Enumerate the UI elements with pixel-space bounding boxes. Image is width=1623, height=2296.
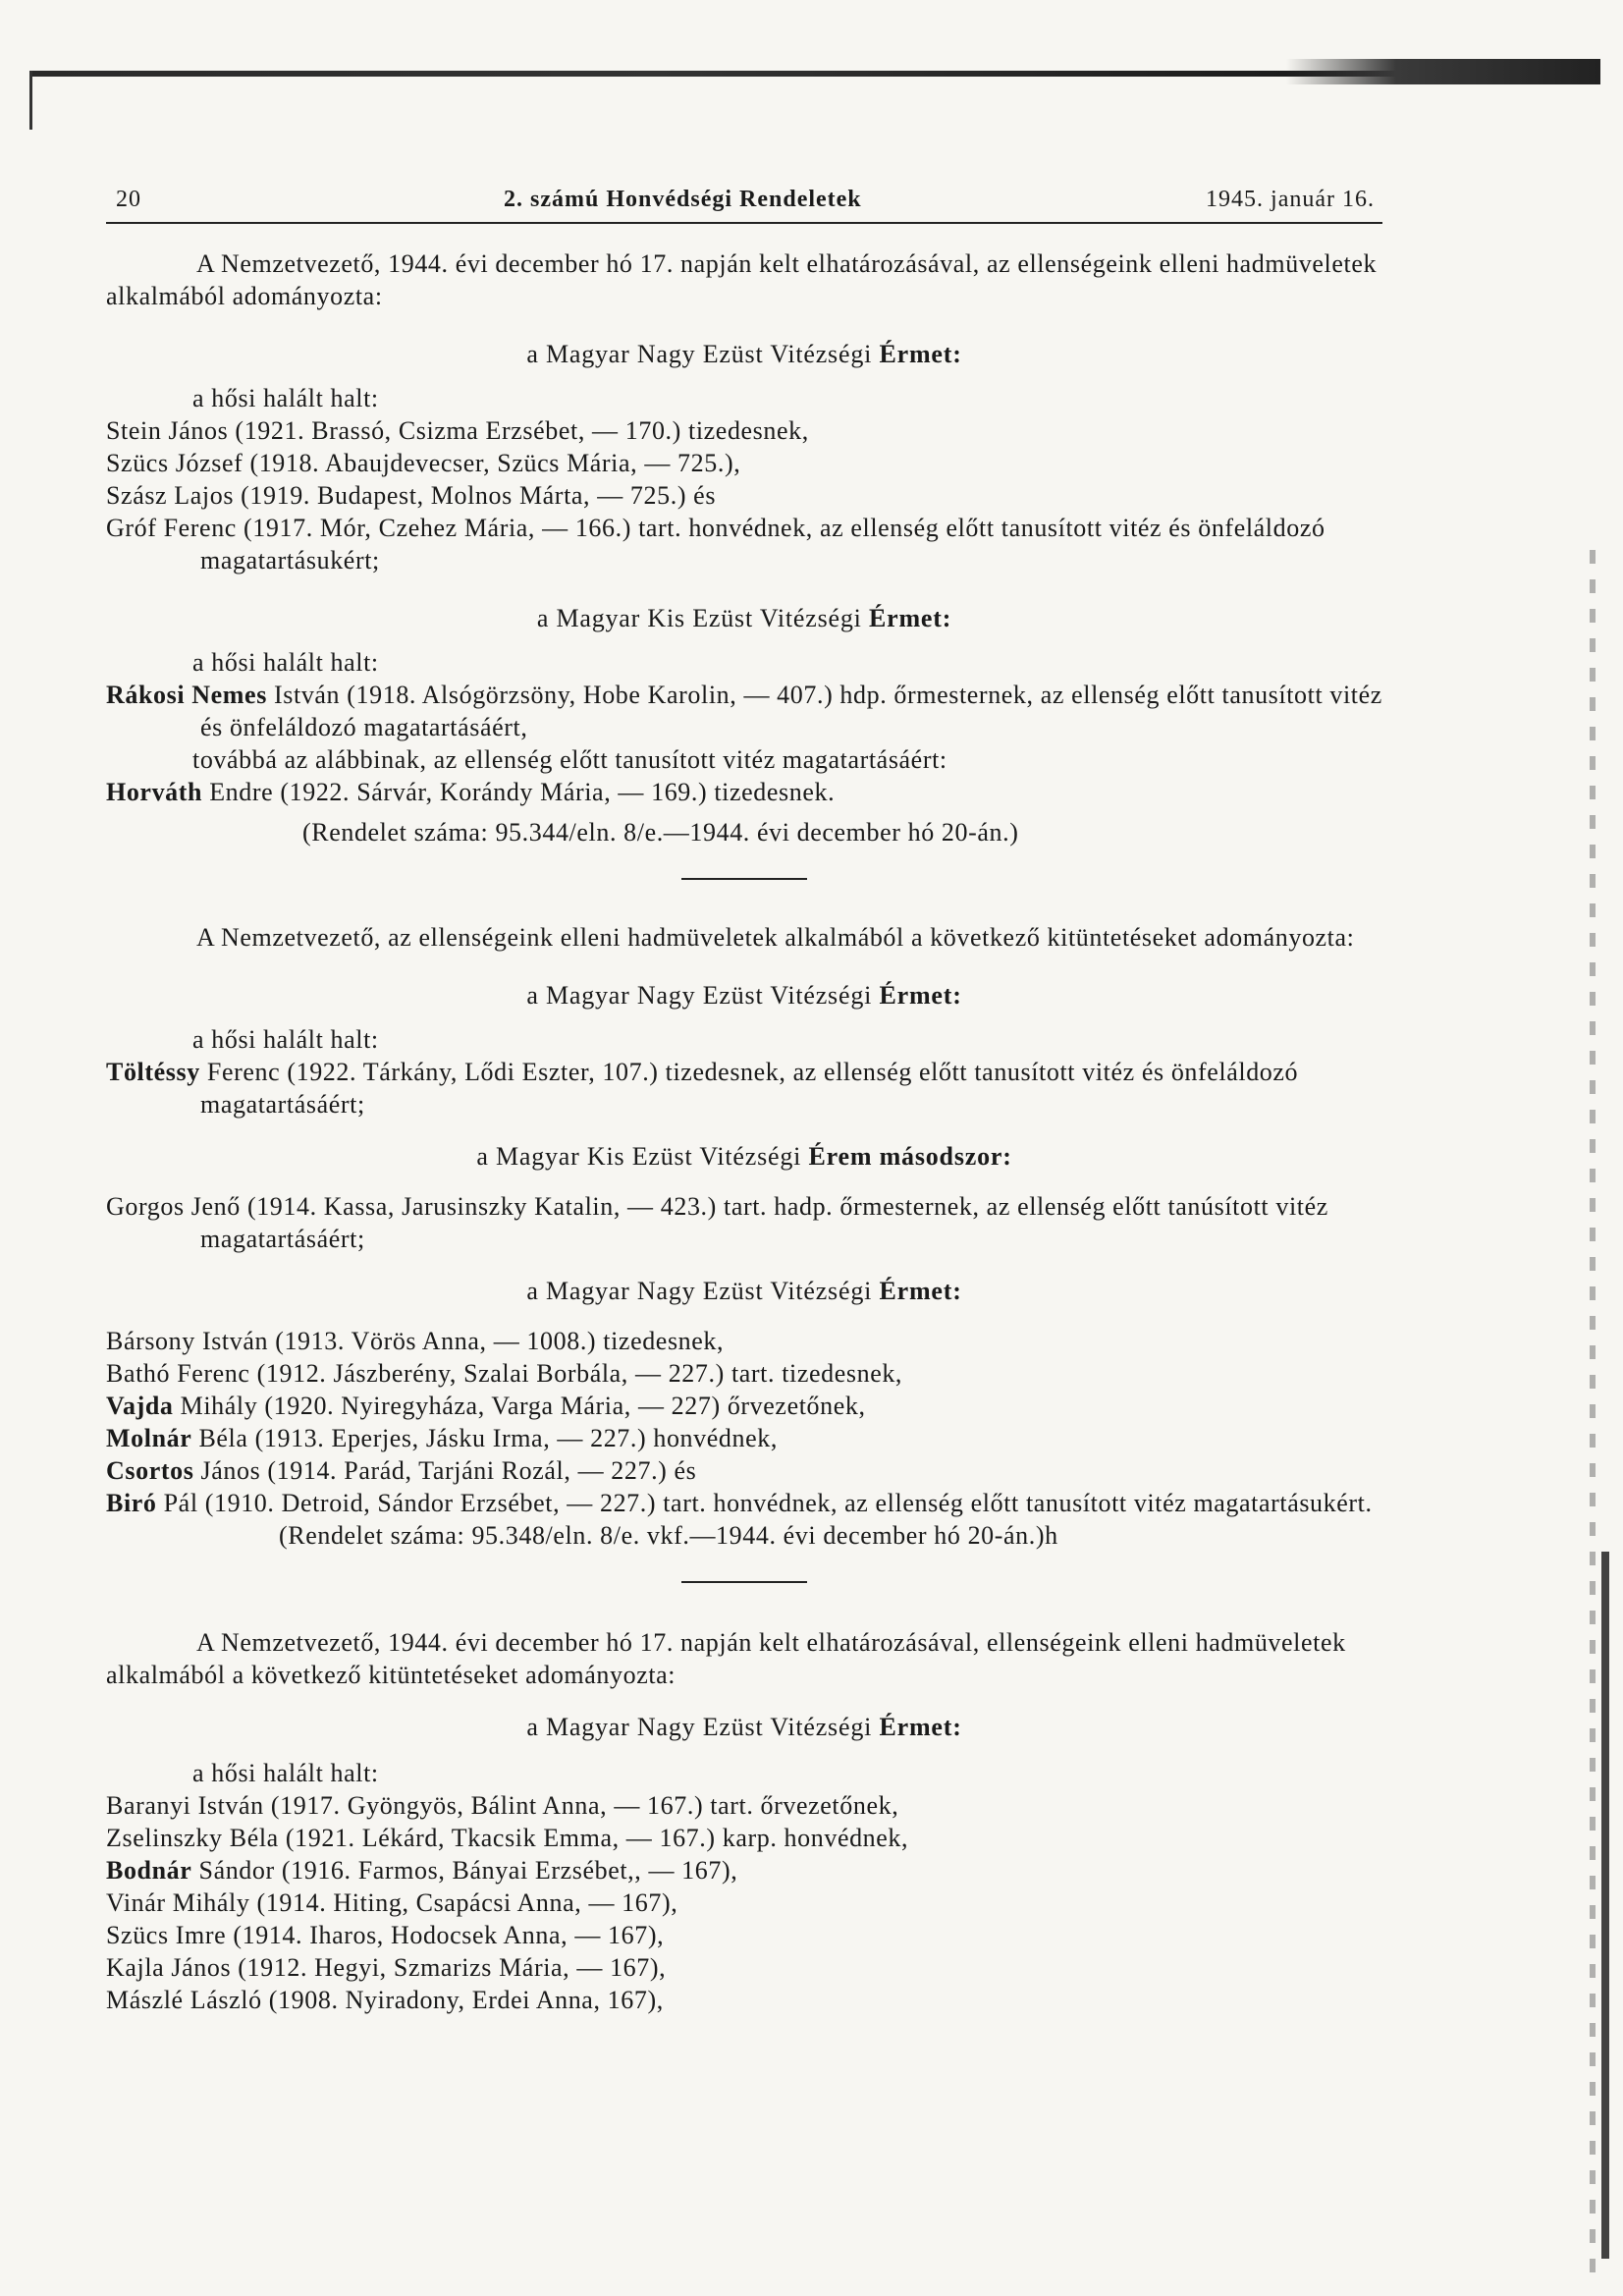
publication-title: 2. számú Honvédségi Rendeletek — [504, 187, 862, 212]
decree-number: (Rendelet száma: 95.348/eln. 8/e. vkf.—1944. évi december hó 20-án.)h — [279, 1521, 1058, 1550]
award-entry — [106, 1919, 1382, 1951]
page-number: 20 — [116, 187, 141, 212]
entry-name: Bathó — [106, 1359, 171, 1388]
entry-name: Szász — [106, 481, 168, 510]
scan-border-artifact — [29, 57, 1600, 86]
entry-detail: Béla (1913. Eperjes, Jásku Irma, — 227.) honvédnek, — [191, 1424, 778, 1452]
scan-margin-shadow — [1601, 1552, 1609, 2259]
entry-name: Baranyi — [106, 1791, 191, 1820]
section-intro: A Nemzetvezető, az ellenségeink elleni hadmüveletek alkalmából a következő kitüntetéseket adományozta: — [196, 923, 1355, 952]
award-entry — [106, 512, 1382, 576]
running-header — [106, 185, 1382, 224]
entry-name: Stein — [106, 416, 162, 445]
entry-name: Biró — [106, 1489, 157, 1517]
entry-detail: Mihály (1920. Nyiregyháza, Varga Mária, — 227) őrvezetőnek, — [173, 1392, 866, 1420]
section-divider — [681, 878, 807, 880]
medal-heading — [106, 1711, 1382, 1743]
entry-detail: Mihály (1914. Hiting, Csapácsi Anna, — 167), — [165, 1888, 678, 1917]
medal-title: a Magyar Nagy Ezüst Vitézségi — [526, 981, 873, 1010]
entry-detail: Ferenc (1922. Tárkány, Lődi Eszter, 107.) tizedesnek, az ellenség előtt tanusított vitéz és önfeláldozó magatartásáért; — [199, 1058, 1299, 1119]
medal-heading — [106, 602, 1382, 634]
fallen-label: a hősi halált halt: — [192, 1759, 379, 1787]
medal-title: a Magyar Nagy Ezüst Vitézségi — [526, 1713, 873, 1741]
entry-detail: Béla (1921. Lékárd, Tkacsik Emma, — 167.) karp. honvédnek, — [222, 1824, 909, 1852]
medal-title: a Magyar Kis Ezüst Vitézségi — [476, 1142, 802, 1171]
award-entry — [106, 1886, 1382, 1919]
entry-name: Vajda — [106, 1392, 174, 1420]
decree-number: (Rendelet száma: 95.344/eln. 8/e.—1944. évi december hó 20-án.) — [302, 818, 1019, 847]
entry-name: Töltéssy — [106, 1058, 200, 1086]
scan-edge — [29, 71, 32, 130]
medal-title: a Magyar Kis Ezüst Vitézségi — [536, 604, 862, 632]
entry-detail: József (1918. Abaujdevecser, Szücs Mária, — 725.), — [168, 449, 741, 477]
scan-shadow — [1286, 59, 1600, 84]
entry-detail: János (1921. Brassó, Csizma Erzsébet, — 170.) tizedesnek, — [161, 416, 809, 445]
award-entry — [106, 1789, 1382, 1822]
entry-detail: István (1913. Vörös Anna, — 1008.) tizedesnek, — [194, 1327, 725, 1355]
entry-detail: István (1917. Gyöngyös, Bálint Anna, — 167.) tart. őrvezetőnek, — [190, 1791, 899, 1820]
issue-date: 1945. január 16. — [1206, 187, 1375, 212]
award-entry — [106, 1454, 1382, 1487]
award-entry — [106, 1854, 1382, 1886]
medal-heading — [106, 979, 1382, 1011]
fallen-label: a hősi halált halt: — [192, 1025, 379, 1054]
further-note: továbbá az alábbinak, az ellenség előtt tanusított vitéz magatartásáért: — [192, 745, 947, 774]
medal-title-bold: Érmet: — [879, 1277, 962, 1305]
award-entry — [106, 1422, 1382, 1454]
award-entry — [106, 776, 1382, 808]
award-entry — [106, 414, 1382, 447]
entry-name: Bodnár — [106, 1856, 192, 1885]
award-entry — [106, 1357, 1382, 1390]
entry-name: Csortos — [106, 1456, 194, 1485]
award-entry — [106, 1487, 1382, 1519]
entry-name: Molnár — [106, 1424, 192, 1452]
entry-name: Horváth — [106, 778, 203, 806]
fallen-label: a hősi halált halt: — [192, 648, 379, 677]
entry-detail: Ferenc (1917. Mór, Czehez Mária, — 166.) tart. honvédnek, az ellenség előtt tanusított vitéz és önfeláldozó magatartásukért; — [156, 514, 1325, 574]
fallen-label: a hősi halált halt: — [192, 384, 379, 412]
entry-name: Gorgos — [106, 1192, 185, 1221]
medal-title: a Magyar Nagy Ezüst Vitézségi — [526, 1277, 873, 1305]
award-entry — [106, 1390, 1382, 1422]
award-entry — [106, 1984, 1382, 2016]
award-entry — [106, 1325, 1382, 1357]
medal-title-bold: Érmet: — [868, 604, 952, 632]
medal-heading — [106, 1140, 1382, 1173]
entry-detail: Pál (1910. Detroid, Sándor Erzsébet, — 227.) tart. honvédnek, az ellenség előtt tanusított vitéz magatartásukért. — [156, 1489, 1373, 1517]
medal-title-bold: Érmet: — [879, 981, 962, 1010]
entry-detail: Endre (1922. Sárvár, Korándy Mária, — 169.) tizedesnek. — [202, 778, 836, 806]
entry-detail: Sándor (1916. Farmos, Bányai Erzsébet,, — 167), — [191, 1856, 738, 1885]
document-page — [106, 185, 1382, 2016]
medal-title: a Magyar Nagy Ezüst Vitézségi — [526, 340, 873, 368]
award-entry — [106, 1822, 1382, 1854]
entry-detail: István (1918. Alsógörzsöny, Hobe Karolin, — 407.) hdp. őrmesternek, az ellenség előtt tanusított vitéz és önfeláldozó magatartásáért, — [200, 681, 1382, 741]
scan-margin-artifact — [1590, 550, 1596, 2278]
entry-detail: Jenő (1914. Kassa, Jarusinszky Katalin, — 423.) tart. hadp. őrmesternek, az ellenség előtt tanúsított vitéz magatartásáért; — [184, 1192, 1328, 1253]
medal-title-bold: Érmet: — [879, 1713, 962, 1741]
entry-detail: Imre (1914. Iharos, Hodocsek Anna, — 167), — [168, 1921, 665, 1949]
medal-title-bold: Érmet: — [879, 340, 962, 368]
entry-detail: János (1912. Hegyi, Szmarizs Mária, — 167), — [164, 1953, 667, 1982]
award-entry — [106, 679, 1382, 743]
entry-name: Szücs — [106, 449, 169, 477]
section-intro: A Nemzetvezető, 1944. évi december hó 17. napján kelt elhatározásával, ellenségeink elleni hadmüveletek alkalmából a következő kitüntetéseket adományozta: — [106, 1628, 1346, 1689]
award-entry — [106, 1190, 1382, 1255]
entry-detail: János (1914. Parád, Tarjáni Rozál, — 227.) és — [193, 1456, 697, 1485]
medal-heading — [106, 338, 1382, 370]
entry-name: Gróf — [106, 514, 157, 542]
entry-name: Zselinszky — [106, 1824, 223, 1852]
section-intro: A Nemzetvezető, 1944. évi december hó 17. napján kelt elhatározásával, az ellenségeink elleni hadmüveletek alkalmából adományozta: — [106, 249, 1378, 310]
entry-name: Vinár — [106, 1888, 166, 1917]
medal-heading — [106, 1275, 1382, 1307]
award-entry — [106, 479, 1382, 512]
section-divider — [681, 1581, 807, 1583]
entry-name: Rákosi Nemes — [106, 681, 267, 709]
award-entry — [106, 1951, 1382, 1984]
entry-detail: László (1908. Nyiradony, Erdei Anna, 167), — [183, 1986, 664, 2014]
entry-name: Bársony — [106, 1327, 195, 1355]
entry-name: Kajla — [106, 1953, 165, 1982]
medal-title-bold: Érem másodszor: — [808, 1142, 1012, 1171]
entry-detail: Ferenc (1912. Jászberény, Szalai Borbála, — 227.) tart. tizedesnek, — [170, 1359, 903, 1388]
entry-detail: Lajos (1919. Budapest, Molnos Márta, — 725.) és — [167, 481, 717, 510]
award-entry — [106, 447, 1382, 479]
entry-name: Szücs — [106, 1921, 169, 1949]
award-entry — [106, 1056, 1382, 1121]
entry-name: Mászlé — [106, 1986, 184, 2014]
